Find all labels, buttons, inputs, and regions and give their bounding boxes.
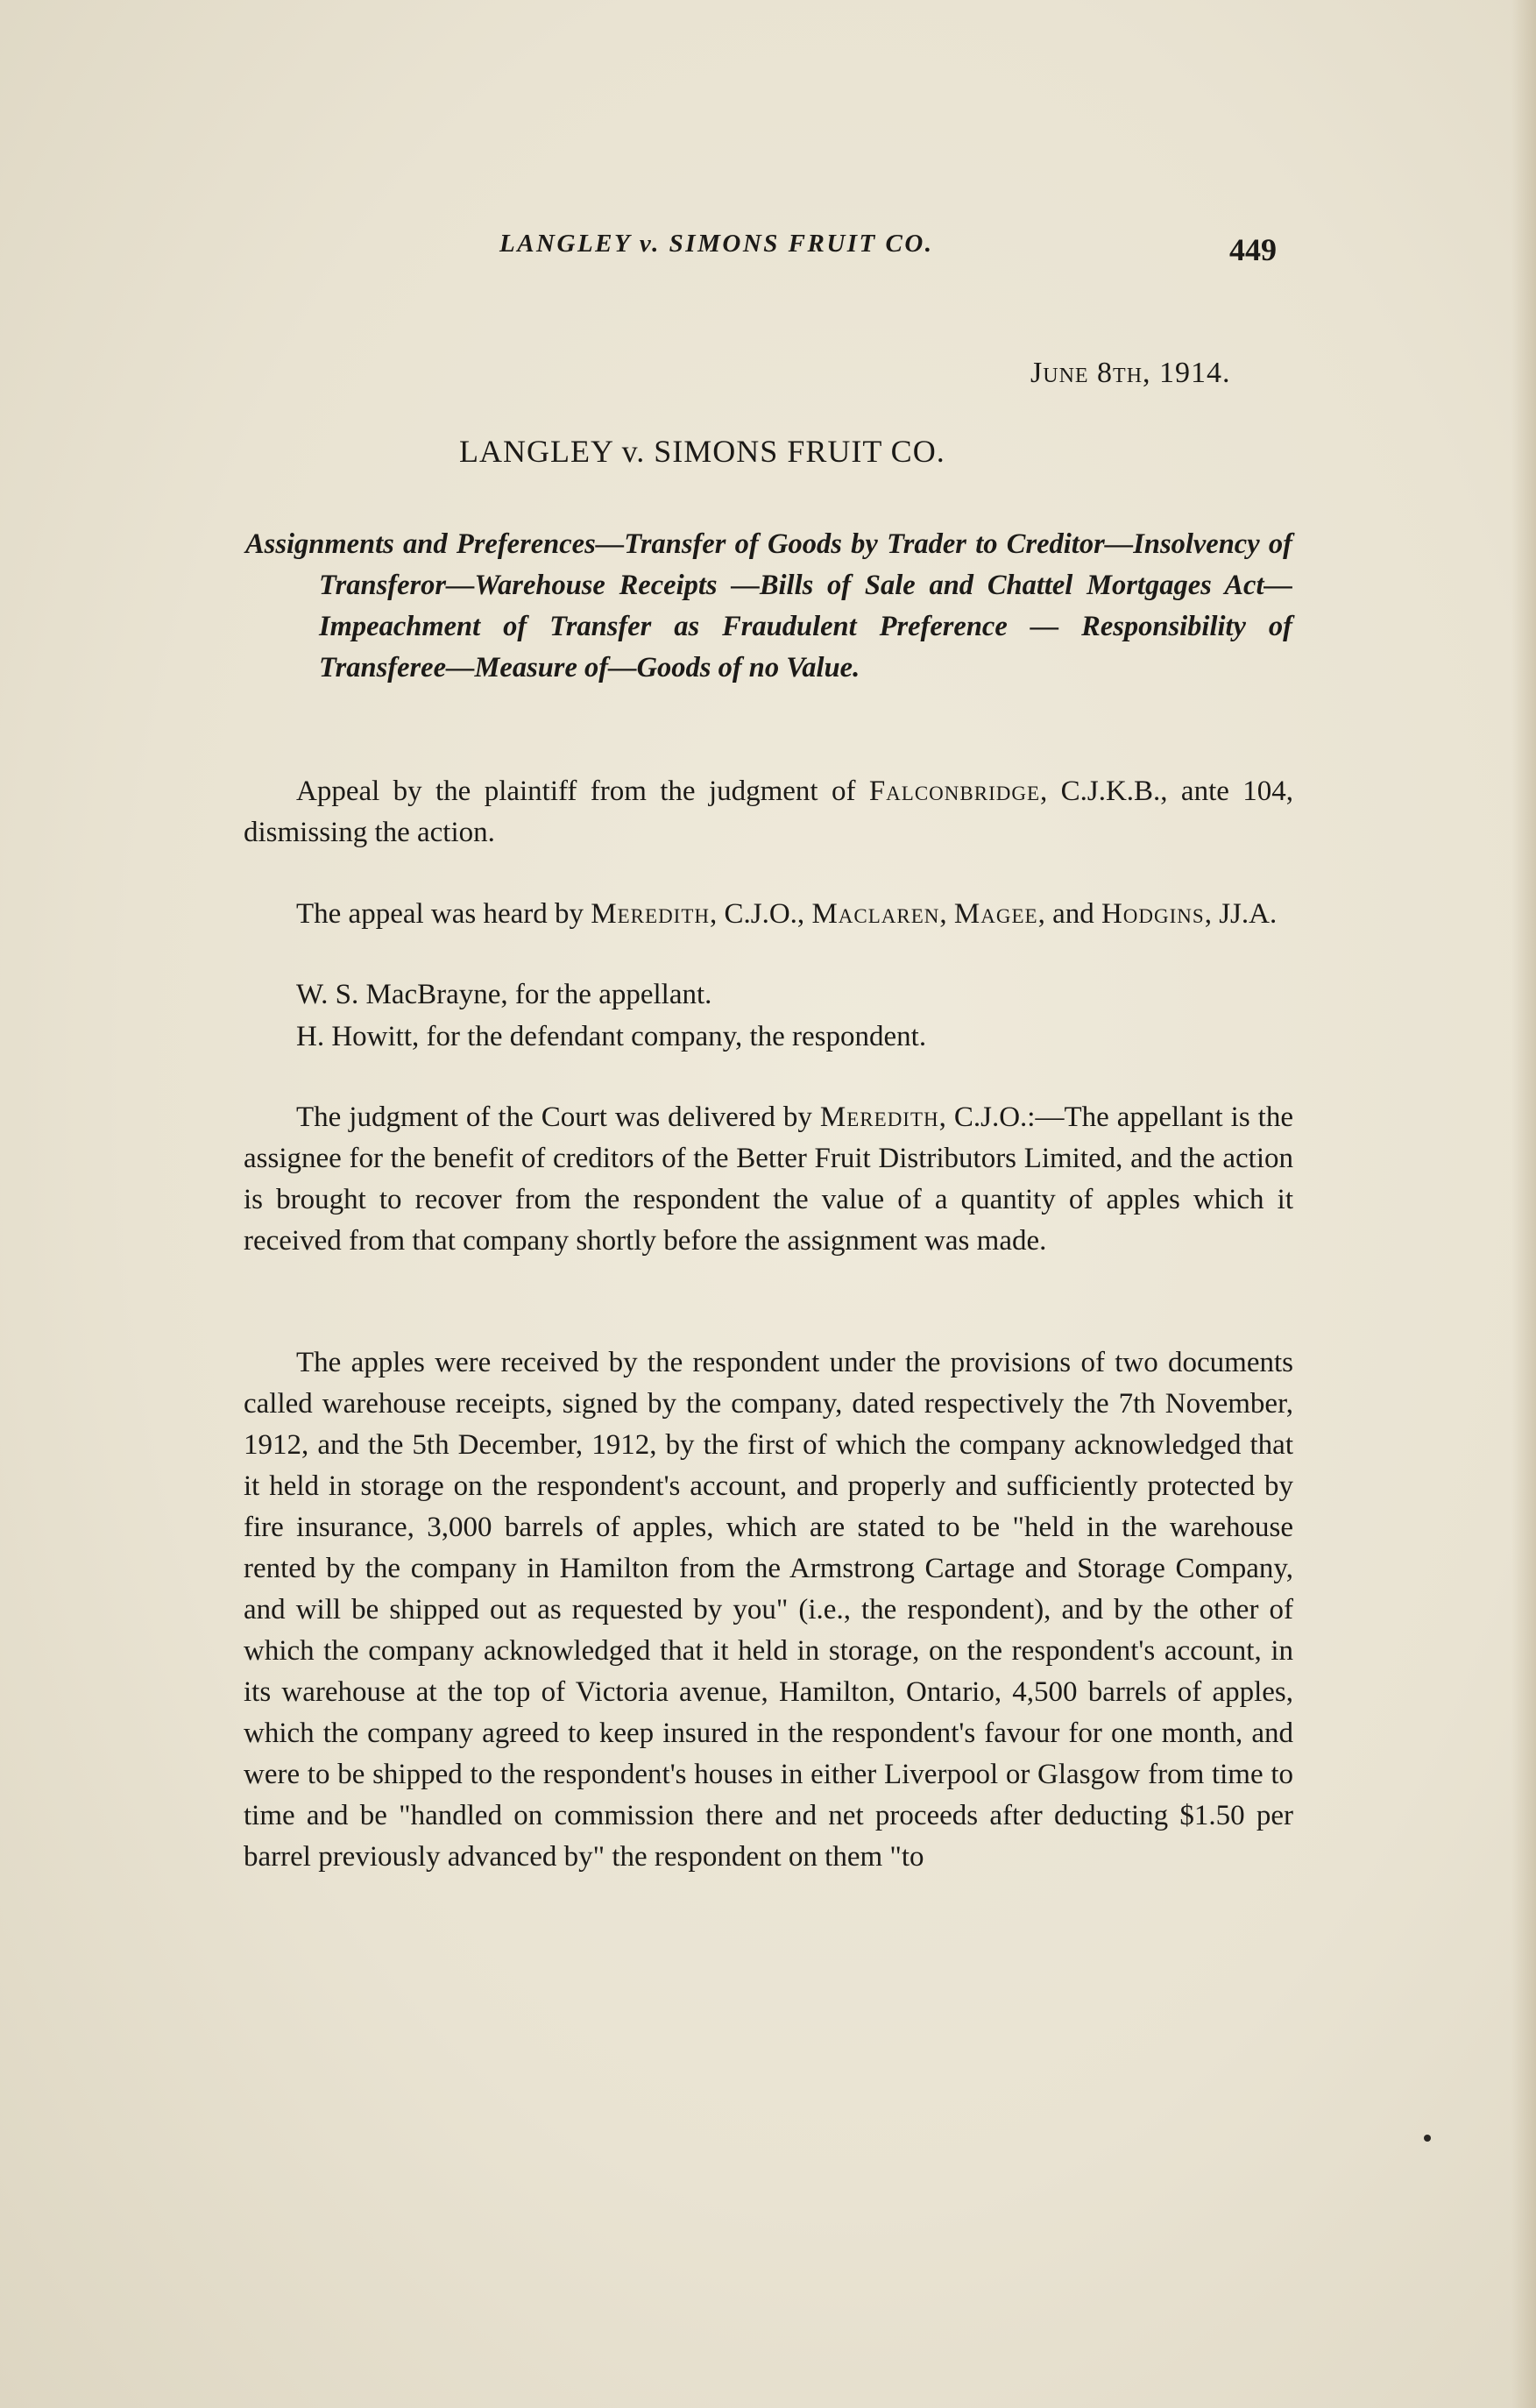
appeal-text-pre: Appeal by the plaintiff from the judgment of: [296, 776, 869, 807]
counsel-appellant: W. S. MacBrayne, for the appellant.: [296, 979, 712, 1010]
page-edge-shadow: [1511, 0, 1536, 2408]
decision-date: June 8th, 1914.: [1030, 357, 1231, 389]
judge-magee: Magee: [953, 898, 1038, 930]
appeal-paragraph: [244, 771, 1293, 853]
heard-sep-3: , and: [1037, 898, 1101, 930]
running-head: LANGLEY v. SIMONS FRUIT CO.: [499, 230, 934, 258]
headnote: Assignments and Preferences—Transfer of Goods by Trader to Creditor—Insolvency of Transferor—Warehouse Receipts —Bills of Sale and Chattel Mortgages Act—Impeachment of Transfer as Fraudulent Preference — Responsibility of Transferee—Measure of—Goods of no Value.: [245, 528, 1292, 683]
page-number: 449: [1229, 232, 1277, 267]
heard-text-pre: The appeal was heard by: [296, 898, 591, 930]
judgment-paragraph: [244, 1097, 1293, 1262]
body-paragraph: The apples were received by the respondent under the provisions of two documents called warehouse receipts, signed by the company, dated respectively the 7th November, 1912, and the 5th December, 1912, by the first of which the company acknowledged that it held in storage on the respondent's account, and properly and sufficiently protected by fire insurance, 3,000 barrels of apples, which are stated to be "held in the warehouse rented by the company in Hamilton from the Armstrong Cartage and Storage Company, and will be shipped out as requested by you" (i.e., the respondent), and by the other of which the company acknowledged that it held in storage, on the respondent's account, in its warehouse at the top of Victoria avenue, Hamilton, Ontario, 4,500 barrels of apples, which the company agreed to keep insured in the respondent's favour for one month, and were to be shipped to the respondent's houses in either Liverpool or Glasgow from time to time and be "handled on commission there and net proceeds after deducting $1.50 per barrel previously advanced by" the respondent on them "to: [244, 1347, 1293, 1873]
heard-paragraph: [244, 894, 1293, 935]
judge-maclaren: Maclaren: [811, 898, 940, 930]
judge-meredith: Meredith: [591, 898, 710, 930]
heard-text-post: , JJ.A.: [1204, 898, 1278, 930]
ink-speck: [1424, 2135, 1431, 2142]
judge-hodgins: Hodgins: [1101, 898, 1205, 930]
appeal-judge: Falconbridge: [868, 776, 1040, 807]
appeal-text-post: , C.J.K.B., ante 104, dismissing the action.: [244, 776, 1293, 848]
heard-sep-1: , C.J.O.,: [710, 898, 812, 930]
case-title: LANGLEY v. SIMONS FRUIT CO.: [459, 434, 945, 469]
judgment-judge: Meredith: [819, 1101, 939, 1133]
heard-sep-2: ,: [939, 898, 954, 930]
judgment-text-pre: The judgment of the Court was delivered by: [296, 1101, 820, 1133]
judgment-text-post: , C.J.O.:—The appellant is the assignee for the benefit of creditors of the Better Fruit Distributors Limited, and the action is brought to recover from the respondent the value of a quantity of apples which it received from that company shortly before the assignment was made.: [244, 1101, 1293, 1257]
counsel-respondent: H. Howitt, for the defendant company, the respondent.: [296, 1021, 927, 1052]
